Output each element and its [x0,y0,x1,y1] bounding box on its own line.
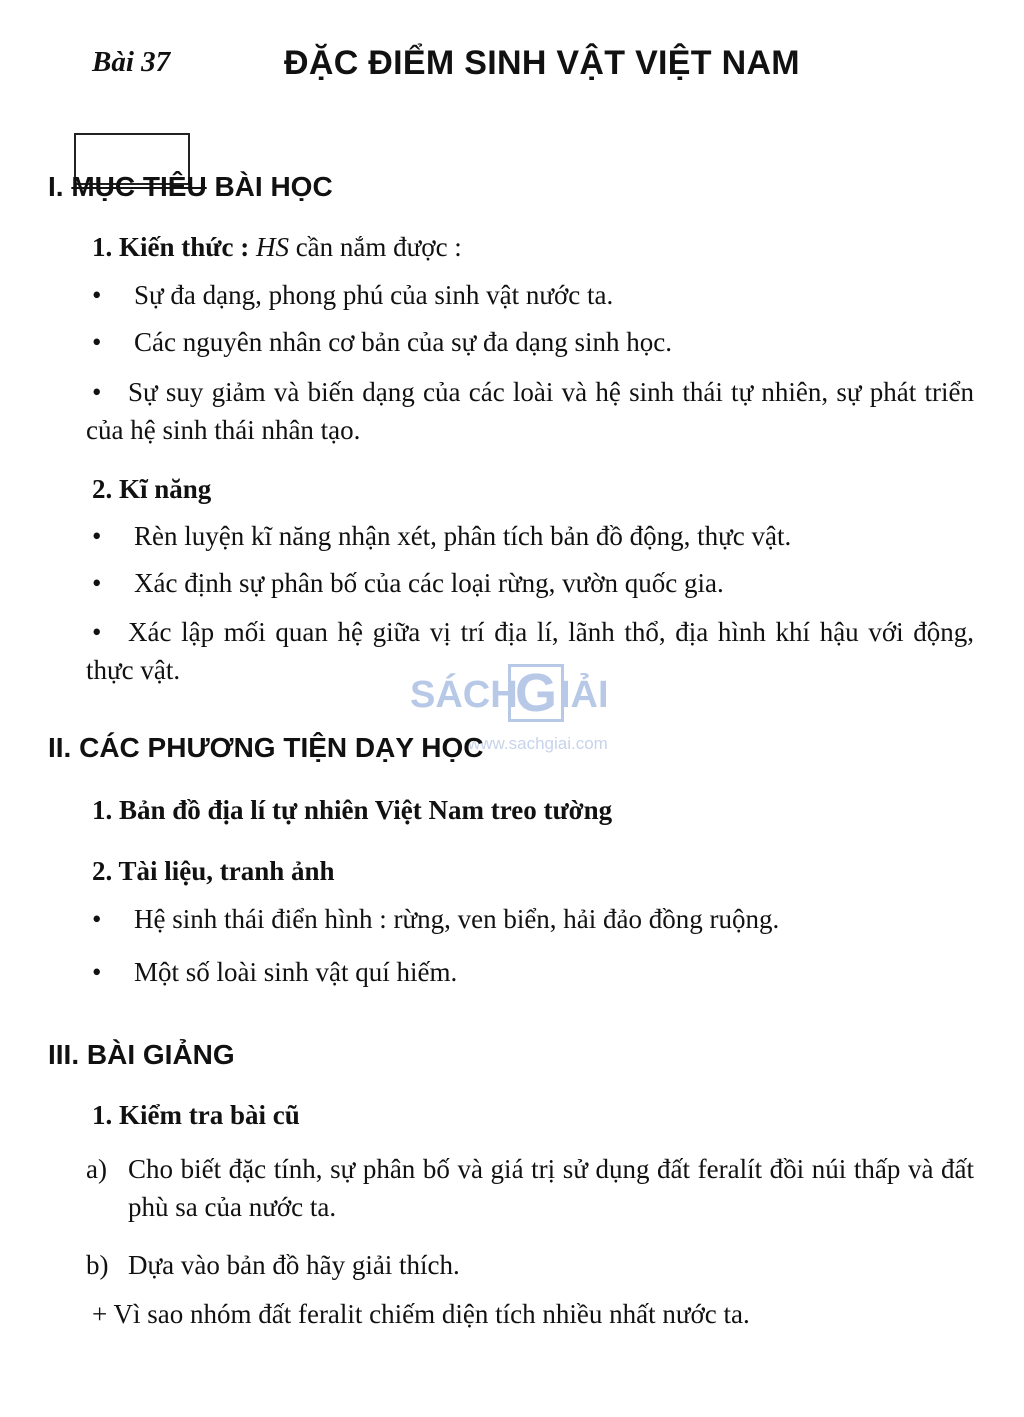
section-2-item-2: 2. Tài liệu, tranh ảnh [92,856,335,886]
knowledge-rest: cần nắm được : [288,232,462,262]
watermark-brand-letter: G [508,664,564,722]
question-b [86,1246,974,1284]
bullet-icon: • [92,327,102,357]
bullet-text: Các nguyên nhân cơ bản của sự đa dạng sinh học. [134,327,673,357]
bullet-icon: • [92,568,102,598]
bullet-icon: • [92,617,102,647]
lesson-number: Bài 37 [92,46,171,78]
section-2-item-1: 1. Bản đồ địa lí tự nhiên Việt Nam treo tường [92,795,613,825]
bullet-text: Hệ sinh thái điển hình : rừng, ven biển, hải đảo đồng ruộng. [134,904,780,934]
bullet-icon: • [92,280,102,310]
bullet-text: Sự suy giảm và biến dạng của các loài và hệ sinh thái tự nhiên, sự phát triển của hệ sinh thái nhân tạo. [86,377,974,445]
bullet-text: Rèn luyện kĩ năng nhận xét, phân tích bản đồ động, thực vật. [134,521,792,551]
section-3-item-1: 1. Kiểm tra bài cũ [92,1100,300,1130]
question-label: a) [86,1154,107,1184]
bullet-icon: • [92,904,102,934]
skills-heading: 2. Kĩ năng [92,474,212,504]
watermark-brand-left: SÁCH [410,674,518,716]
bullet-text: Xác lập mối quan hệ giữa vị trí địa lí, lãnh thổ, địa hình khí hậu với động, thực vật. [86,617,974,685]
question-a [86,1150,974,1226]
bullet-icon: • [92,521,102,551]
section-1-struck-text: MỤC TIÊU [71,171,207,202]
question-text: Dựa vào bản đồ hãy giải thích. [128,1250,460,1280]
section-3-heading: III. BÀI GIẢNG [48,1039,235,1070]
sub-point: + Vì sao nhóm đất feralit chiếm diện tích nhiều nhất nước ta. [92,1299,750,1329]
knowledge-subject: HS [255,232,289,262]
bullet-text: Xác định sự phân bố của các loại rừng, vườn quốc gia. [134,568,724,598]
bullet-icon: • [92,957,102,987]
question-label: b) [86,1250,109,1280]
section-1-rest: BÀI HỌC [206,171,333,202]
question-text: Cho biết đặc tính, sự phân bố và giá trị sử dụng đất feralít đồi núi thấp và đất phù sa của nước ta. [128,1154,974,1222]
knowledge-label: 1. Kiến thức : [92,232,256,262]
section-2-heading: II. CÁC PHƯƠNG TIỆN DẠY HỌC [48,732,484,763]
lesson-title: ĐẶC ĐIỂM SINH VẬT VIỆT NAM [284,44,800,82]
watermark-brand-right: IẢI [560,674,609,716]
section-1-heading [48,171,333,203]
section-1-prefix: I. [48,171,72,202]
bullet-text: Một số loài sinh vật quí hiếm. [134,957,458,987]
knowledge-bullet-3 [86,373,974,449]
bullet-text: Sự đa dạng, phong phú của sinh vật nước ta. [134,280,614,310]
knowledge-heading [92,232,462,263]
bullet-icon: • [92,377,102,407]
watermark-url: www.sachgiai.com [468,734,608,753]
